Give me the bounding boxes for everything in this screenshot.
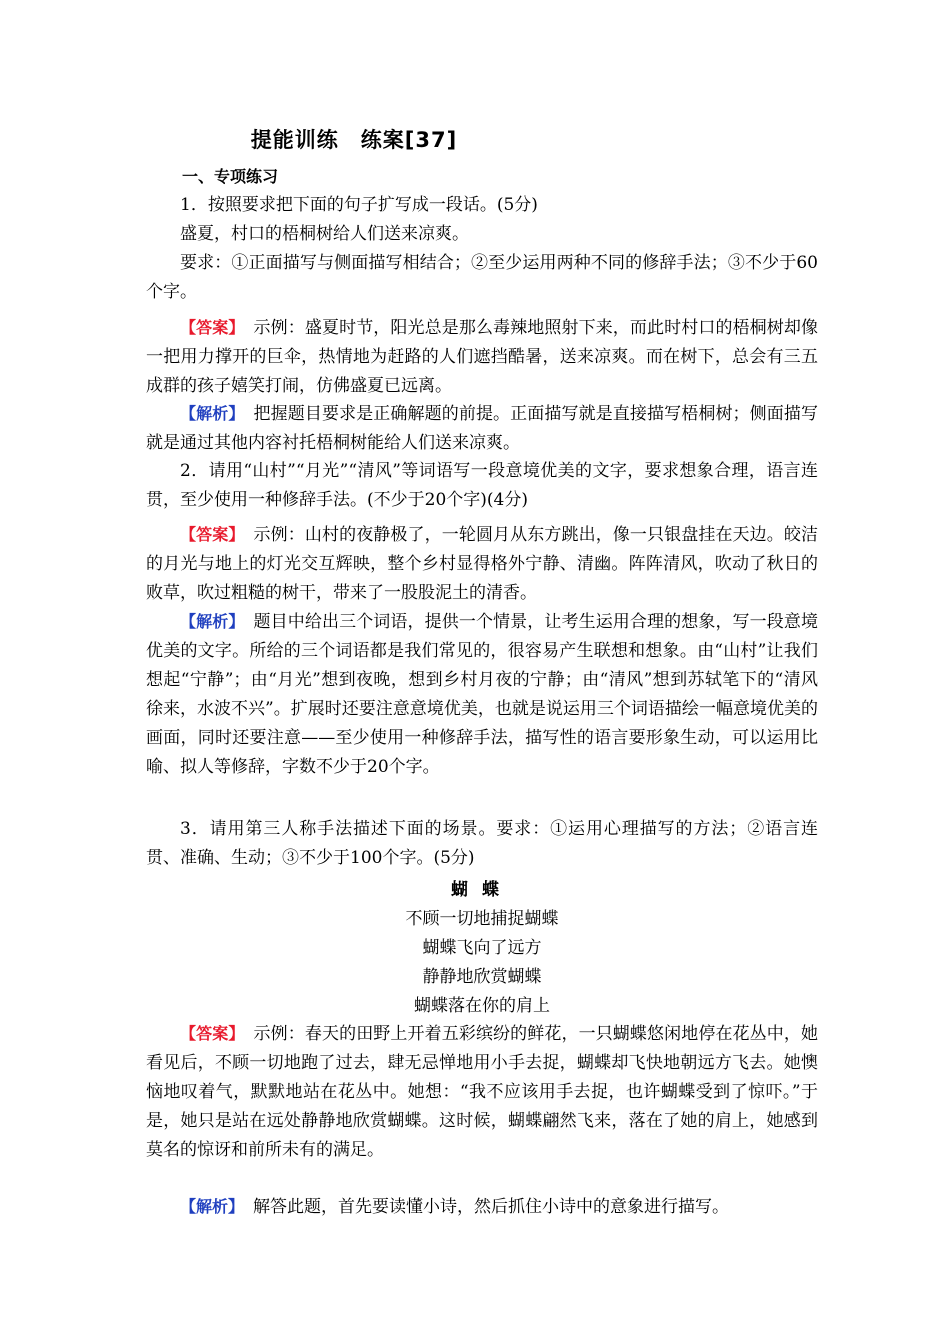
q2-explain-text: 题目中给出三个词语，提供一个情景，让考生运用合理的想象，写一段意境优美的文字。所给的三个词语都是我们常见的，很容易产生联想和想象。由“山村”让我们想起“宁静”；由“月光”想到夜晚，想到乡村月夜的宁静；由“清风”想到苏轼笔下的“清风徐来，水波不兴”。扩展时还要注意意境优美，也就是说运用三个词语描绘一幅意境优美的画面，同时还要注意——至少使用一种修辞手法，描写性的语言要形象生动，可以运用比喻、拟人等修辞，字数不少于20个字。 (146, 612, 818, 777)
q2-explain (146, 607, 818, 782)
q1-explain-text: 把握题目要求是正确解题的前提。正面描写就是直接描写梧桐树；侧面描写就是通过其他内容衬托梧桐树能给人们送来凉爽。 (146, 404, 818, 453)
answer-tag: 【答案】 (180, 1024, 237, 1043)
q1-sentence: 盛夏，村口的梧桐树给人们送来凉爽。 (180, 224, 469, 244)
poem (146, 876, 818, 1021)
poem-title: 蝴蝶 (451, 880, 513, 900)
q3-answer-text: 示例：春天的田野上开着五彩缤纷的鲜花，一只蝴蝶悠闲地停在花丛中，她看见后，不顾一切地跑了过去，肆无忌惮地用小手去捉，蝴蝶却飞快地朝远方飞去。她懊恼地叹着气，默默地站在花丛中。她想：“我不应该用手去捉，也许蝴蝶受到了惊吓。”于是，她只是站在远处静静地欣赏蝴蝶。这时候，蝴蝶翩然飞来，落在了她的肩上，她感到莫名的惊讶和前所未有的满足。 (146, 1024, 818, 1160)
explain-tag: 【解析】 (180, 404, 237, 423)
q3-answer (146, 1019, 818, 1165)
poem-line: 静静地欣赏蝴蝶 (422, 967, 542, 987)
explain-tag: 【解析】 (180, 612, 237, 631)
q1-requirement: 要求：①正面描写与侧面描写相结合；②至少运用两种不同的修辞手法；③不少于60个字。 (146, 253, 818, 302)
question-1 (146, 191, 818, 307)
question-3 (146, 815, 818, 873)
q1-prompt: 1．按照要求把下面的句子扩写成一段话。(5分) (180, 195, 538, 215)
question-2 (146, 457, 818, 515)
q2-answer (146, 520, 818, 608)
page-title: 提能训练 练案[37] (250, 128, 458, 152)
q3-explain (146, 1192, 818, 1222)
poem-line: 蝴蝶飞向了远方 (422, 938, 542, 958)
poem-line: 不顾一切地捕捉蝴蝶 (405, 909, 559, 929)
q2-answer-text: 示例：山村的夜静极了，一轮圆月从东方跳出，像一只银盘挂在天边。皎洁的月光与地上的灯光交互辉映，整个乡村显得格外宁静、清幽。阵阵清风，吹动了秋日的败草，吹过粗糙的树干，带来了一股股泥土的清香。 (146, 525, 818, 603)
poem-line: 蝴蝶落在你的肩上 (414, 996, 550, 1016)
answer-tag: 【答案】 (180, 525, 237, 544)
section-heading: 一、专项练习 (182, 167, 279, 186)
q3-prompt: 3．请用第三人称手法描述下面的场景。要求：①运用心理描写的方法；②语言连贯、准确、生动；③不少于100个字。(5分) (146, 819, 818, 868)
q1-explain (146, 399, 818, 458)
explain-tag: 【解析】 (180, 1197, 237, 1216)
q1-answer-text: 示例：盛夏时节，阳光总是那么毒辣地照射下来，而此时村口的梧桐树却像一把用力撑开的巨伞，热情地为赶路的人们遮挡酷暑，送来凉爽。而在树下，总会有三五成群的孩子嬉笑打闹，仿佛盛夏已远离。 (146, 318, 818, 396)
answer-tag: 【答案】 (180, 318, 237, 337)
q2-prompt: 2．请用“山村”“月光”“清风”等词语写一段意境优美的文字，要求想象合理，语言连贯，至少使用一种修辞手法。(不少于20个字)(4分) (146, 461, 818, 510)
q1-answer (146, 313, 818, 401)
q3-explain-text: 解答此题，首先要读懂小诗，然后抓住小诗中的意象进行描写。 (253, 1197, 730, 1217)
